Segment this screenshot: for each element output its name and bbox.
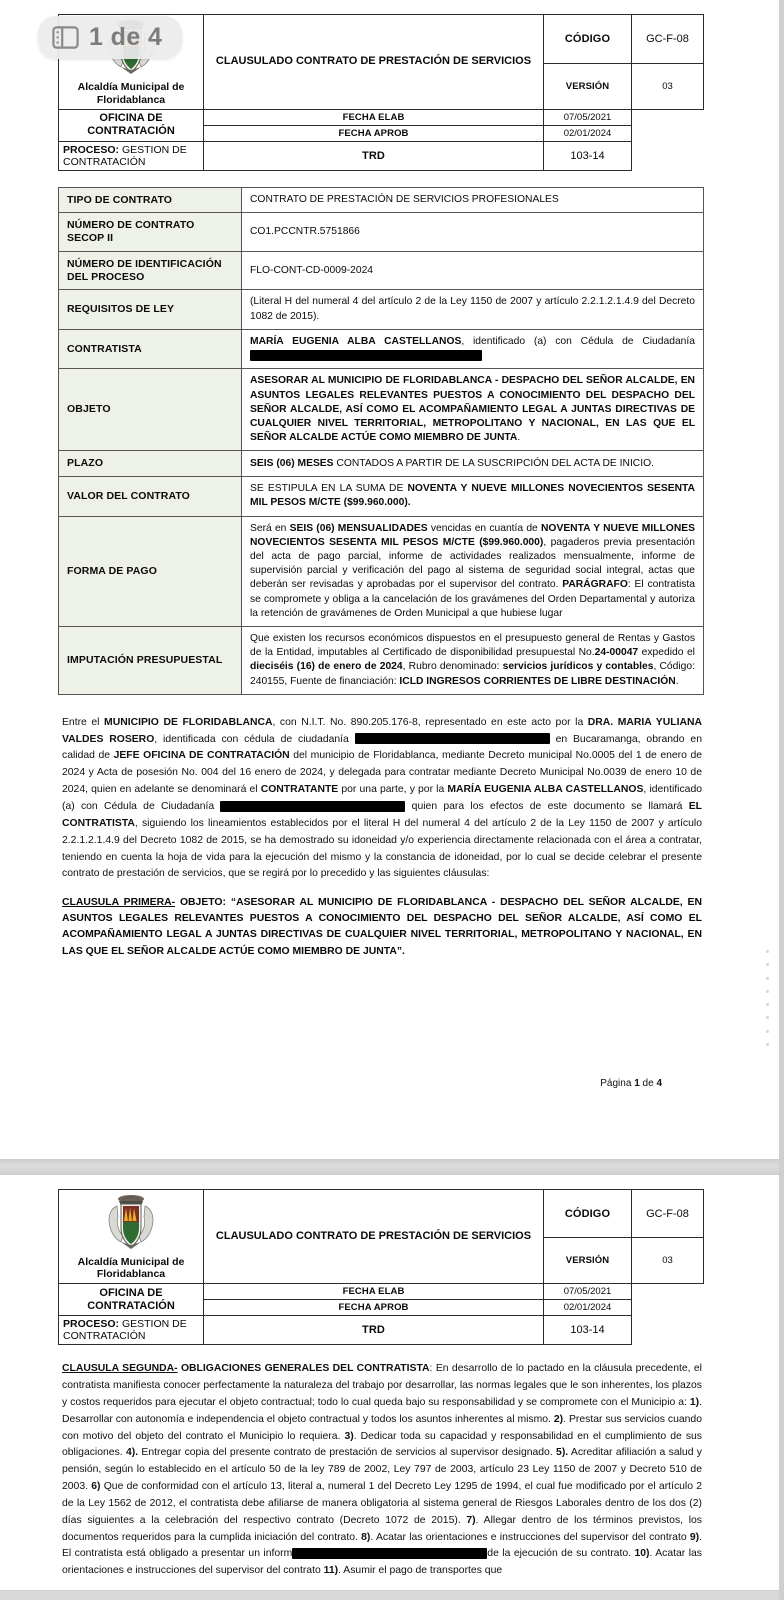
footer-current-page: 1 — [634, 1077, 640, 1089]
contratista-name: MARÍA EUGENIA ALBA CASTELLANOS — [250, 335, 462, 347]
page-indicator-badge[interactable] — [38, 16, 182, 59]
masthead-codigo-value: GC-F-08 — [632, 15, 704, 64]
p1-c: , con N.I.T. No. 890.205.176-8, representado en este acto por la — [272, 716, 588, 728]
table-row — [59, 213, 704, 252]
masthead-codigo-value: GC-F-08 — [632, 1189, 704, 1238]
masthead-fecha-aprob-label: FECHA APROB — [204, 1300, 544, 1316]
obligation-text-10: . Acatar las orientaciones e instrucciones del supervisor del contrato — [62, 1548, 702, 1577]
document-page-2 — [0, 1175, 784, 1590]
p1-o: , siguiendo los lineamientos establecidos por el literal H del numeral 4 del artículo 2 de la Ley 1150 de 2007 y artículo 2.2.1.2.1.4.9 del Decreto 1082 de 2015, se ha demostrado su idoneidad y/o experiencia directamente relacionada con el área a contratar, teniendo en cuenta la hoja de vida para la ejecución del mismo y la constancia de idoneidad, por lo cual se decide celebrar el presente contrato de prestación de servicios, que se regirá por lo precedido y las siguientes cláusulas: — [62, 817, 702, 880]
table-row — [59, 516, 704, 626]
obligation-text-8: . Acatar las orientaciones e instrucciones del supervisor del contrato — [370, 1531, 690, 1543]
masthead-fecha-elab-value: 07/05/2021 — [544, 1284, 632, 1300]
masthead-proceso-cell — [59, 1316, 204, 1345]
obligation-num-3: 3) — [344, 1430, 354, 1442]
objeto-tail: . — [517, 432, 521, 444]
p1-l: , identificado (a) con Cédula de Ciudadanía — [62, 784, 703, 812]
masthead-proceso-label: PROCESO: — [63, 1318, 120, 1331]
masthead-fecha-elab-label: FECHA ELAB — [204, 1284, 544, 1300]
imp-fecha: dieciséis (16) de enero de 2024 — [250, 661, 403, 673]
obligation-text-1: . Desarrollar con autonomía e independencia el objeto contractual y todos los asuntos inherentes al mismo. — [62, 1396, 702, 1425]
row-label-secop: NÚMERO DE CONTRATO SECOP II — [59, 213, 242, 252]
row-value-plazo — [242, 451, 704, 477]
obligation-text-9: . El contratista está obligado a presentar un inform — [62, 1531, 702, 1560]
redaction-block — [220, 801, 405, 812]
paragrafo-text: : El contratista se compromete y obliga a la cancelación de los gravámenes del Orden Departamental y autoriza la retención de gravámenes de Orden Municipal a que hubiese lugar — [250, 579, 695, 619]
row-value-tipo-contrato: CONTRATO DE PRESTACIÓN DE SERVICIOS PROFESIONALES — [242, 187, 704, 213]
table-row — [59, 451, 704, 477]
obligation-text-6: Que de conformidad con el artículo 13, literal a, numeral 1 del Decreto Ley 1295 de 1994, el cual fue modificado por el artículo 2 de la Ley 1562 de 2012, el contratista debe afiliarse de manera obligatoria al sistema general de Riesgos Laborales dentro de los dos (2) días siguientes a la celebración del respectivo contrato (Decreto 1072 de 2015). — [62, 1481, 703, 1526]
forma-e: , pagaderos previa presentación del acta de pago parcial, informe de actividades realizados mensualmente, informe de supervisión parcial y verificación del pago al sistema de seguridad social integral, actas que deberán ser revisadas y aprobadas por el supervisor del contrato. — [250, 536, 695, 591]
entity-name-line2: Floridablanca — [96, 93, 166, 106]
imp-g: , Código: 240155, Fuente de financiación: — [250, 661, 695, 687]
masthead-version-value: 03 — [632, 1238, 704, 1284]
masthead-table-page2 — [58, 1189, 704, 1346]
footer-de-word: de — [639, 1077, 657, 1089]
p1-dra: DRA. MARIA YULIANA VALDES ROSERO — [62, 716, 702, 745]
page1-body — [62, 715, 702, 960]
masthead-proceso-label: PROCESO: — [63, 143, 120, 156]
redaction-block — [355, 733, 550, 744]
obligation-num-11: 11) — [323, 1565, 339, 1577]
masthead-proceso-cell — [59, 141, 204, 170]
p1-m: quien para los efectos de este documento se llamará — [405, 800, 689, 812]
clause-primera-text: OBJETO: “ASESORAR AL MUNICIPIO DE FLORIDABLANCA - DESPACHO DEL SEÑOR ALCALDE, EN ASUNTOS LEGALES RELEVANTES PUESTOS A CONOCIMIENTO DEL DESPACHO DEL SEÑOR ALCALDE, ASÍ COMO EL ACOMPAÑAMIENTO LEGAL A JUNTAS DIRECTIVAS DE CUALQUIER NIVEL TERRITORIAL, METROPOLITANO Y NACIONAL, EN LAS QUE EL SEÑOR ALCALDE ACTÚE COMO MIEMBRO DE JUNTA”. — [62, 897, 702, 957]
obligation-num-10: 10) — [634, 1548, 650, 1560]
obligation-num-4: 4). — [125, 1447, 139, 1459]
plazo-rest: CONTADOS A PARTIR DE LA SUSCRIPCIÓN DEL ACTA DE INICIO. — [333, 457, 654, 469]
obligation-num-7: 7) — [466, 1514, 476, 1526]
row-value-secop: CO1.PCCNTR.5751866 — [242, 213, 704, 252]
imp-a: Que existen los recursos económicos dispuestos en el presupuesto general de Rentas y Gastos de la Entidad, imputables al Certificado de disponibilidad presupuestal No. — [250, 632, 695, 659]
imp-c: expedido el — [638, 647, 695, 659]
table-row — [59, 187, 704, 213]
obligation-num-5: 5). — [556, 1447, 569, 1459]
row-value-forma-pago — [242, 516, 704, 626]
row-label-requisitos: REQUISITOS DE LEY — [59, 290, 242, 329]
intro-paragraph — [62, 715, 702, 883]
table-row — [59, 626, 704, 694]
entity-name-line1: Alcaldía Municipal de — [77, 81, 185, 93]
footer-pagina-word: Página — [600, 1077, 635, 1089]
plazo-bold: SEIS (06) MESES — [250, 457, 334, 469]
imp-i: . — [675, 675, 679, 687]
p1-contratante: CONTRATANTE — [260, 784, 339, 796]
obligation-text-11: . Asumir el pago de transportes que — [338, 1565, 503, 1577]
masthead-trd-value: 103-14 — [544, 141, 632, 170]
masthead-doc-title: CLAUSULADO CONTRATO DE PRESTACIÓN DE SERVICIOS — [204, 1189, 544, 1284]
obligation-text-3: . Dedicar toda su capacidad y responsabilidad en el cumplimiento de sus obligaciones. — [62, 1430, 702, 1459]
page-separator — [0, 1159, 784, 1175]
coat-of-arms-icon — [97, 1192, 165, 1256]
masthead-version-value: 03 — [632, 63, 704, 109]
p1-j: por una parte, y por la — [338, 784, 448, 796]
masthead-trd-label: TRD — [204, 1316, 544, 1345]
masthead-codigo-label: CÓDIGO — [544, 1189, 632, 1238]
masthead-office: OFICINA DE CONTRATACIÓN — [59, 1284, 204, 1316]
masthead-trd-value: 103-14 — [544, 1316, 632, 1345]
row-label-objeto: OBJETO — [59, 369, 242, 451]
masthead-fecha-aprob-value: 02/01/2024 — [544, 125, 632, 141]
valor-pre: SE ESTIPULA EN LA SUMA DE — [250, 483, 408, 495]
p1-contratista-name: MARÍA EUGENIA ALBA CASTELLANOS — [447, 784, 644, 796]
redaction-block — [250, 350, 482, 361]
obligation-num-2: 2) — [553, 1413, 564, 1425]
clause2-intro: : En desarrollo de lo pactado en la cláusula precedente, el contratista manifiesta conocer perfectamente la naturaleza del trabajo por desarrollar, las normas legales que le son inherentes, los plazos y costos requeridos para ejecutar el objeto contractual; todo lo cual queda bajo su responsabilidad y se compromete con el Municipio a: — [62, 1363, 702, 1408]
viewer-scrollbar-track[interactable] — [779, 0, 784, 1600]
row-label-proceso-id: NÚMERO DE IDENTIFICACIÓN DEL PROCESO — [59, 251, 242, 290]
objeto-text: ASESORAR AL MUNICIPIO DE FLORIDABLANCA - DESPACHO DEL SEÑOR ALCALDE, EN ASUNTOS LEGALES RELEVANTES PUESTOS A CONOCIMIENTO DEL DESPACHO DEL SEÑOR ALCALDE, ASÍ COMO EL ACOMPAÑAMIENTO LEGAL A JUNTAS DIRECTIVAS DE CUALQUIER NIVEL TERRITORIAL, METROPOLITANO Y NACIONAL, EN LAS QUE EL SEÑOR ALCALDE ACTÚE COMO MIEMBRO DE JUNTA — [250, 375, 695, 444]
masthead-fecha-aprob-value: 02/01/2024 — [544, 1300, 632, 1316]
p1-h: del municipio de Floridablanca, mediante Decreto municipal No.0005 del 1 de enero de 2024 y Acta de posesión No. 004 del 16 enero de 2024, y delegada para contratar mediante Decreto Municipal No.0039 de enero 10 de 2024, quien en adelante se denominará el — [62, 750, 703, 796]
row-value-imputacion — [242, 626, 704, 694]
obligation-num-6: 6) — [91, 1481, 101, 1493]
entity-name-line1: Alcaldía Municipal de — [77, 1255, 185, 1268]
clause-primera — [62, 895, 702, 960]
page-indicator-label: 1 de 4 — [89, 23, 163, 51]
table-row — [59, 290, 704, 329]
imp-fuente: ICLD INGRESOS CORRIENTES DE LIBRE DESTINACIÓN — [399, 675, 676, 687]
obligation-num-1: 1) — [689, 1396, 700, 1408]
row-label-valor: VALOR DEL CONTRATO — [59, 477, 242, 516]
row-label-forma-pago: FORMA DE PAGO — [59, 516, 242, 626]
p1-municipio: MUNICIPIO DE FLORIDABLANCA — [104, 716, 273, 728]
row-label-tipo-contrato: TIPO DE CONTRATO — [59, 187, 242, 213]
masthead-proceso-value: GESTION DE CONTRATACIÓN — [63, 143, 187, 168]
masthead-codigo-label: CÓDIGO — [544, 15, 632, 64]
p1-el-contratista: EL CONTRATISTA — [62, 800, 702, 829]
obligation-text-4: Entregar copia del presente contrato de prestación de servicios al supervisor designado. — [138, 1447, 557, 1459]
forma-d: NOVENTA Y NUEVE MILLONES NOVECIENTOS SESENTA MIL PESOS M/CTE ($99.960.000) — [250, 522, 695, 548]
p1-a: Entre el — [62, 716, 105, 728]
paragrafo-label: PARÁGRAFO — [562, 579, 628, 591]
row-value-objeto — [242, 369, 704, 451]
masthead-fecha-elab-label: FECHA ELAB — [204, 109, 544, 125]
row-label-contratista: CONTRATISTA — [59, 329, 242, 368]
clause-segunda-head: CLAUSULA SEGUNDA- — [62, 1363, 178, 1375]
imp-rubro: servicios jurídicos y contables — [502, 661, 654, 673]
obligation-num-8: 8) — [361, 1531, 371, 1543]
forma-c: vencidas en cuantía de — [427, 522, 541, 534]
masthead-version-label: VERSIÓN — [544, 63, 632, 109]
masthead-trd-label: TRD — [204, 141, 544, 170]
obligation-text-2: . Prestar sus servicios cuando con motivo del objeto del contrato el Municipio lo requiera. — [62, 1413, 702, 1442]
masthead-logo-cell — [59, 1189, 204, 1284]
table-row — [59, 477, 704, 516]
masthead-doc-title: CLAUSULADO CONTRATO DE PRESTACIÓN DE SERVICIOS — [204, 15, 544, 110]
clause-segunda — [62, 1361, 702, 1580]
row-value-requisitos: (Literal H del numeral 4 del artículo 2 de la Ley 1150 de 2007 y artículo 2.2.1.2.1.4.9 del Decreto 1082 de 2015). — [242, 290, 704, 329]
forma-b: SEIS (06) MENSUALIDADES — [289, 522, 428, 534]
clause-segunda-title: OBLIGACIONES GENERALES DEL CONTRATISTA — [177, 1363, 430, 1375]
row-value-proceso-id: FLO-CONT-CD-0009-2024 — [242, 251, 704, 290]
clause-primera-head: CLAUSULA PRIMERA- — [62, 897, 176, 909]
obligation-text-5: Acreditar afiliación a salud y pensión, según lo establecido en el artículo 50 de la ley 789 de 2002, Ley 797 de 2003, artículo 23 Ley 1150 de 2007 y Decreto 510 de 2003. — [62, 1447, 702, 1493]
p1-e: , identificada con cédula de ciudadanía — [154, 733, 355, 745]
page2-body — [62, 1361, 702, 1580]
table-row — [59, 329, 704, 368]
masthead-office: OFICINA DE CONTRATACIÓN — [59, 109, 204, 141]
p1-jefe: JEFE OFICINA DE CONTRATACIÓN — [113, 750, 290, 762]
contratista-rest: , identificado (a) con Cédula de Ciudadanía — [461, 335, 695, 347]
masthead-proceso-value: GESTION DE CONTRATACIÓN — [63, 1318, 187, 1343]
row-label-imputacion: IMPUTACIÓN PRESUPUESTAL — [59, 626, 242, 694]
obligation-num-9: 9) — [689, 1531, 700, 1543]
panel-layout-icon — [52, 26, 79, 49]
row-value-valor — [242, 477, 704, 516]
contract-summary-table — [58, 187, 704, 695]
scroll-hint-dots — [764, 950, 770, 1046]
p1-f: en Bucaramanga, obrando en calidad de — [62, 733, 702, 762]
footer-total-pages: 4 — [656, 1077, 662, 1089]
masthead-fecha-aprob-label: FECHA APROB — [204, 125, 544, 141]
row-label-plazo: PLAZO — [59, 451, 242, 477]
imp-e: , Rubro denominado: — [402, 661, 503, 673]
row-value-contratista — [242, 329, 704, 368]
forma-a: Será en — [250, 522, 290, 534]
obligation-text-9b: de la ejecución de su contrato. — [487, 1548, 635, 1560]
masthead-fecha-elab-value: 07/05/2021 — [544, 109, 632, 125]
imp-cdp: 24-00047 — [594, 647, 639, 659]
table-row — [59, 369, 704, 451]
page-footer-1 — [36, 1078, 726, 1089]
masthead-version-label: VERSIÓN — [544, 1238, 632, 1284]
valor-bold: NOVENTA Y NUEVE MILLONES NOVECIENTOS SESENTA MIL PESOS M/CTE ($99.960.000). — [250, 483, 695, 509]
redaction-block — [292, 1548, 487, 1559]
obligation-text-7: . Allegar dentro de los términos previstos, los documentos requeridos para la cumplida iniciación del contrato. — [62, 1514, 702, 1543]
entity-name-line2: Floridablanca — [96, 1268, 166, 1281]
table-row — [59, 251, 704, 290]
